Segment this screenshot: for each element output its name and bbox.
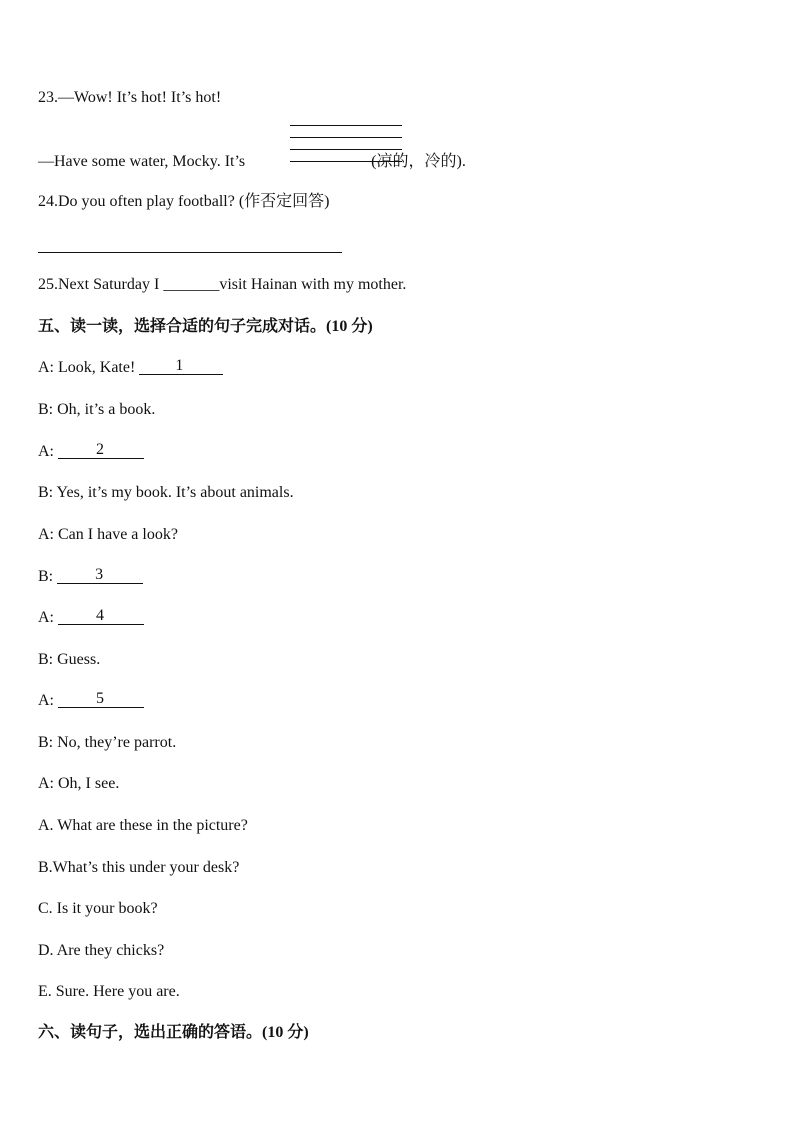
- answer-blank-3[interactable]: [57, 567, 143, 584]
- q23-hint: (凉的，冷的).: [371, 153, 466, 170]
- dialogue-line: [38, 483, 294, 503]
- q24-question: 24.Do you often play football? (作否定回答): [38, 193, 330, 210]
- dialogue-line: [38, 567, 143, 587]
- speaker: A:: [38, 359, 58, 376]
- blank-number: 5: [96, 690, 104, 707]
- speaker: A:: [38, 692, 58, 709]
- blank-number: 3: [95, 566, 104, 583]
- dialogue-line: [38, 733, 176, 753]
- speaker: A:: [38, 775, 58, 792]
- answer-blank-4[interactable]: [58, 608, 144, 625]
- speaker: A:: [38, 443, 58, 460]
- dialogue-line: [38, 608, 144, 628]
- q25-question: [38, 275, 406, 295]
- q23-line2-prefix: —Have some water, Mocky. It’s: [38, 153, 246, 170]
- speaker: B:: [38, 401, 58, 418]
- dialogue-line: [38, 358, 223, 378]
- q25-suffix: visit Hainan with my mother.: [219, 276, 407, 293]
- dialogue-text: Oh, it’s a book.: [57, 401, 156, 418]
- option-b: B.What’s this under your desk?: [38, 859, 240, 876]
- dialogue-line: [38, 525, 178, 545]
- dialogue-line: [38, 774, 119, 794]
- blank-number: 2: [96, 441, 104, 458]
- dialogue-text: Look, Kate!: [58, 359, 140, 376]
- option-e: E. Sure. Here you are.: [38, 983, 180, 1000]
- speaker: B:: [38, 568, 58, 585]
- speaker: B:: [38, 651, 58, 668]
- answer-blank-1[interactable]: [139, 358, 223, 375]
- section5-title: 五、读一读，选择合适的句子完成对话。(10 分): [38, 318, 373, 335]
- speaker: B:: [38, 484, 57, 501]
- option-d: D. Are they chicks?: [38, 942, 165, 959]
- blank-number: 4: [96, 607, 104, 624]
- speaker: B:: [38, 734, 58, 751]
- option-c: C. Is it your book?: [38, 900, 158, 917]
- dialogue-text: Guess.: [57, 651, 101, 668]
- q24-answer-line[interactable]: [38, 252, 342, 253]
- dialogue-text: Oh, I see.: [58, 775, 120, 792]
- answer-blank-5[interactable]: [58, 691, 144, 708]
- dialogue-text: Yes, it’s my book. It’s about animals.: [56, 484, 294, 501]
- dialogue-line: [38, 650, 100, 670]
- speaker: A:: [38, 609, 58, 626]
- q25-blank[interactable]: _______: [163, 276, 220, 293]
- q25-prefix: 25.Next Saturday I: [38, 276, 160, 293]
- blank-number: 1: [175, 357, 184, 374]
- speaker: A:: [38, 526, 58, 543]
- dialogue-line: [38, 400, 155, 420]
- option-a: A. What are these in the picture?: [38, 817, 248, 834]
- answer-blank-2[interactable]: [58, 442, 144, 459]
- q23-line1: 23.—Wow! It’s hot! It’s hot!: [38, 89, 222, 106]
- dialogue-text: No, they’re parrot.: [57, 734, 177, 751]
- q23-line2: [38, 152, 466, 172]
- dialogue-line: [38, 442, 144, 462]
- dialogue-line: [38, 691, 144, 711]
- dialogue-text: Can I have a look?: [58, 526, 178, 543]
- section6-title: 六、读句子，选出正确的答语。(10 分): [38, 1024, 309, 1041]
